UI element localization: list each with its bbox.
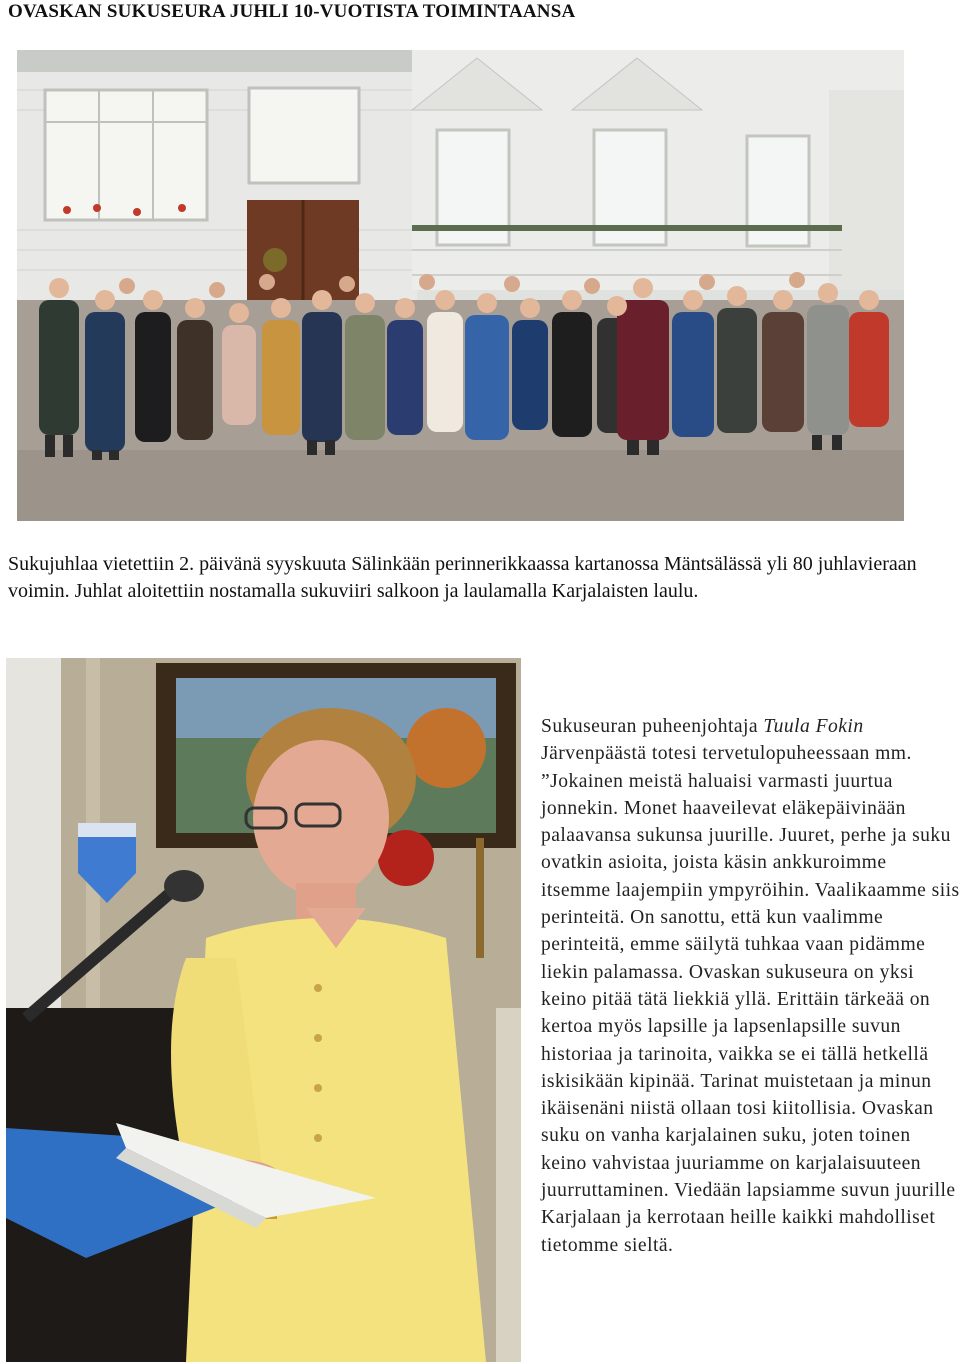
photo-caption: Sukujuhlaa vietettiin 2. päivänä syyskuuta Sälinkään perinnerikkaassa kartanossa Mäntsälässä yli 80 juhlavieraan voimin. Juhlat aloitettiin nostamalla sukuviiri salkoon ja laulamalla Karjalaisten laulu. [8,553,917,602]
group-photo [17,50,904,521]
speaker-name: Tuula Fokin [763,716,864,737]
group-photo-illustration [17,50,904,521]
speech-text [541,713,960,1259]
speaker-photo [6,658,521,1362]
page-title: OVASKAN SUKUSEURA JUHLI 10-VUOTISTA TOIMINTAANSA [8,1,576,22]
speech-intro: Sukuseuran puheenjohtaja [541,716,764,737]
speech-body: Järvenpäästä totesi tervetulopuheessaan mm. ”Jokainen meistä haluaisi varmasti juurtua jonnekin. Monet haaveilevat eläkepäivinään palaavansa sukunsa juurille. Juuret, perhe ja suku ovatkin asioita, joista käsin ankkuroimme itsemme laajempiin ympyröihin. Vaalikaamme siis perinteitä. On sanottu, että kun vaalimme perinteitä, emme säilytä tuhkaa vaan pidämme liekin palamassa. Ovaskan sukuseura on yksi keino pitää tätä liekkiä yllä. Erittäin tärkeää on kertoa myös lapsille ja lapsenlapsille suvun historiaa ja tarinoita, vaikka se ei tällä hetkellä iskisikään kipinää. Tarinat muistetaan ja minun ikäisenäni niistä ollaan tosi kiitollisia. Ovaskan suku on vanha karjalainen suku, joten toinen keino vahvistaa juuriamme on karjalaisuuteen juurruttaminen. Viedään lapsiamme suvun juurille Karjalaan ja kerrotaan heille kaikki mahdolliset tietomme sieltä. [541,743,960,1256]
speaker-photo-illustration [6,658,521,1362]
